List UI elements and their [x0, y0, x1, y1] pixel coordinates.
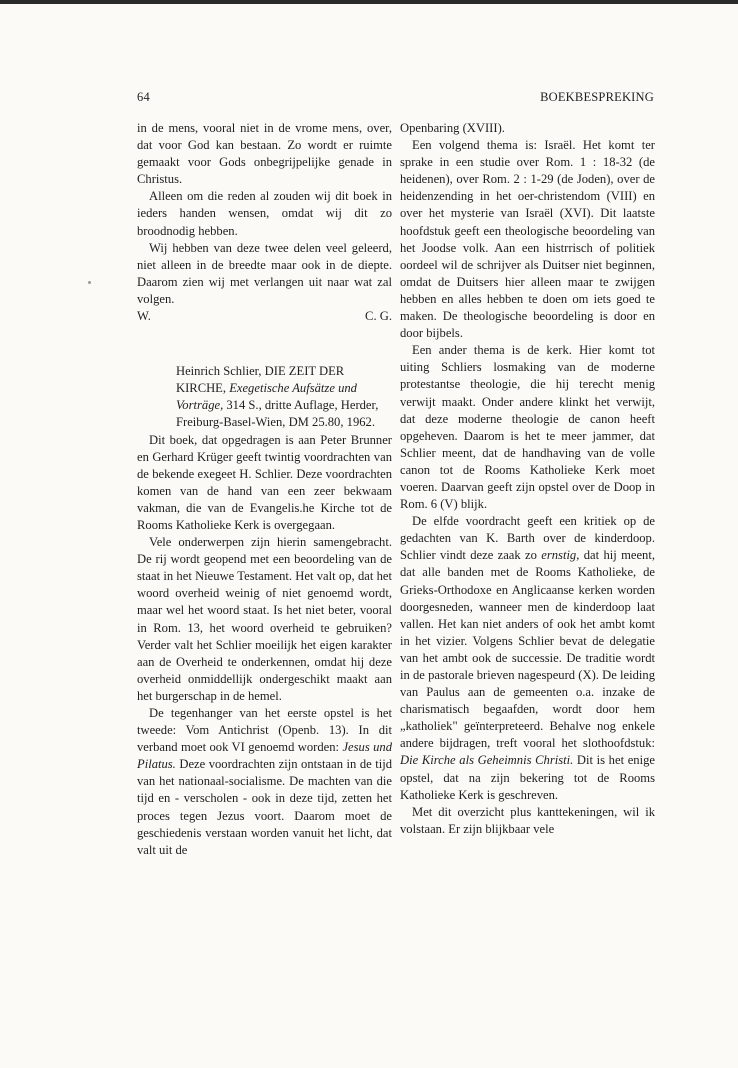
- right-paragraph-3-part-b: dat hij meent, dat alle banden met de Rooms Katholieke, de Grieks-Orthodoxe en Anglicaanse kerken worden doorgesneden, wanneer men de kinderdoop laat vallen. Het kan niet anders of ook het ambt komt in het vizier. Volgens Schlier bevat de delegatie van het ambt ook de successie. De traditie wordt in de pastorale brieven nagespeurd (X). De leiding van Paulus aan de gemeenten o.a. inzake de charismatisch begaafden, wordt door hem „katholiek" geïnterpreteerd. Behalve nog enkele andere bijdragen, treft vooral het slothoofdstuk:: [400, 548, 655, 751]
- review-paragraph-3: [137, 705, 392, 859]
- right-paragraph-3: [400, 513, 655, 804]
- right-paragraph-3-part-a: De elfde voordracht geeft een kritiek op de gedachten van K. Barth over de kinderdoop. Schlier vindt deze zaak zo: [400, 514, 655, 563]
- section-title: BOEKBESPREKING: [540, 90, 654, 104]
- right-paragraph-3-italic: ernstig,: [541, 548, 580, 563]
- review-end-paragraph-1: in de mens, vooral niet in de vrome mens, over, dat voor God kan bestaan. Zo wordt er ruimte gemaakt voor Gods onbegrijpelijke genade in Christus.: [137, 121, 392, 187]
- book-reference: [176, 363, 392, 431]
- book-author-title: Heinrich Schlier, DIE ZEIT DER KIRCHE,: [176, 364, 345, 396]
- book-reference-text: [176, 363, 392, 431]
- left-column: [137, 120, 392, 859]
- review-paragraph-2: Vele onderwerpen zijn hierin samengebracht. De rij wordt geopend met een beoordeling van de staat in het Nieuwe Testament. Het valt op, dat het woord overheid weinig of niet genoemd wordt, maar wel het woord staat. Is het niet beter, vooral in Rom. 13, het woord overheid te gebruiken? Verder valt het Schlier moeilijk het eigen karakter aan de Overheid te onderkennen, omdat hij deze overheid onmiddellijk ondergeschikt maakt aan het burgerschap in de hemel.: [137, 535, 392, 703]
- right-paragraph-3-italic-2: Die Kirche als Geheimnis Christi.: [400, 753, 574, 768]
- page-number: 64: [137, 90, 150, 104]
- review-end-paragraph-3: Wij hebben van deze twee delen veel geleerd, niet alleen in de breedte maar ook in de diepte. Daarom zien wij met verlangen uit naar wat zal volgen.: [137, 240, 392, 306]
- review-paragraph-3-italic: Jesus und Pilatus.: [137, 740, 392, 772]
- review-end-paragraph-2: Alleen om die reden al zouden wij dit boek in ieders handen wensen, omdat wij dit zo broodnodig hebben.: [137, 189, 392, 238]
- signature-right: C. G.: [365, 309, 392, 324]
- top-border: [0, 0, 738, 4]
- right-paragraph-4: Met dit overzicht plus kanttekeningen, wil ik volstaan. Er zijn blijkbaar vele: [400, 804, 655, 836]
- review-paragraph-1: Dit boek, dat opgedragen is aan Peter Brunner en Gerhard Krüger geeft twintig voordrachten van de bekende exegeet H. Schlier. Deze voordrachten komen van de hand van een zeer bekwaam vakman, die van de Evangelis.he Kirche tot de Rooms Katholieke Kerk is overgegaan.: [137, 432, 392, 532]
- right-column: [400, 120, 655, 838]
- book-subtitle: Exegetische Aufsätze und Vorträge,: [176, 381, 357, 413]
- signature-left: W.: [137, 309, 151, 324]
- signature-line: [137, 308, 392, 325]
- right-paragraph-2: Een ander thema is de kerk. Hier komt tot uiting Schliers losmaking van de moderne protestantse theologie, die hij terecht menig verwijt maakt. Onder andere klinkt het verwijt, dat deze moderne theologie de canon heeft opgeheven. Daarom is het te meer jammer, dat Schlier meent, dat de handhaving van de volle canon tot de Rooms Katholieke Kerk moet voeren. Daarvan geeft zijn opstel over de Doop in Rom. 6 (V) blijk.: [400, 343, 655, 512]
- book-details: 314 S., dritte Auflage, Herder, Freiburg-Basel-Wien, DM 25.80, 1962.: [176, 398, 379, 430]
- right-paragraph-3-part-c: Dit is het enige opstel, dat na zijn bekering tot de Rooms Katholieke Kerk is geschreven.: [400, 753, 655, 802]
- right-paragraph-0: Openbaring (XVIII).: [400, 121, 505, 135]
- right-paragraph-1: Een volgend thema is: Israël. Het komt ter sprake in een studie over Rom. 1 : 18-32 (de heidenen), over Rom. 2 : 1-29 (de Joden), over de heidenzending in het oer-christendom (VIII) en over het mysterie van Israël (XVI). Dit laatste hoofdstuk geeft een theologische beoordeling van het Joodse volk. Aan een histrrisch of politiek oordeel wil de schrijver als Duitser niet beginnen, omdat de Duitsers hier alleen maar te zwijgen hebben en alles hebben te doen om iets goed te maken. De theologische beoordeling is door en door bijbels.: [400, 138, 655, 341]
- review-paragraph-3-part-a: De tegenhanger van het eerste opstel is het tweede: Vom Antichrist (Openb. 13). In dit verband moet ook VI genoemd worden:: [137, 706, 392, 755]
- review-paragraph-3-part-b: Deze voordrachten zijn ontstaan in de tijd van het nationaal-socialisme. De machten van die tijd en - verscholen - ook in deze tijd, zetten het proces tegen Jezus voort. Daarom moet de geschiedenis verstaan worden vanuit het licht, dat valt uit de: [137, 757, 392, 857]
- margin-speck: [88, 281, 91, 284]
